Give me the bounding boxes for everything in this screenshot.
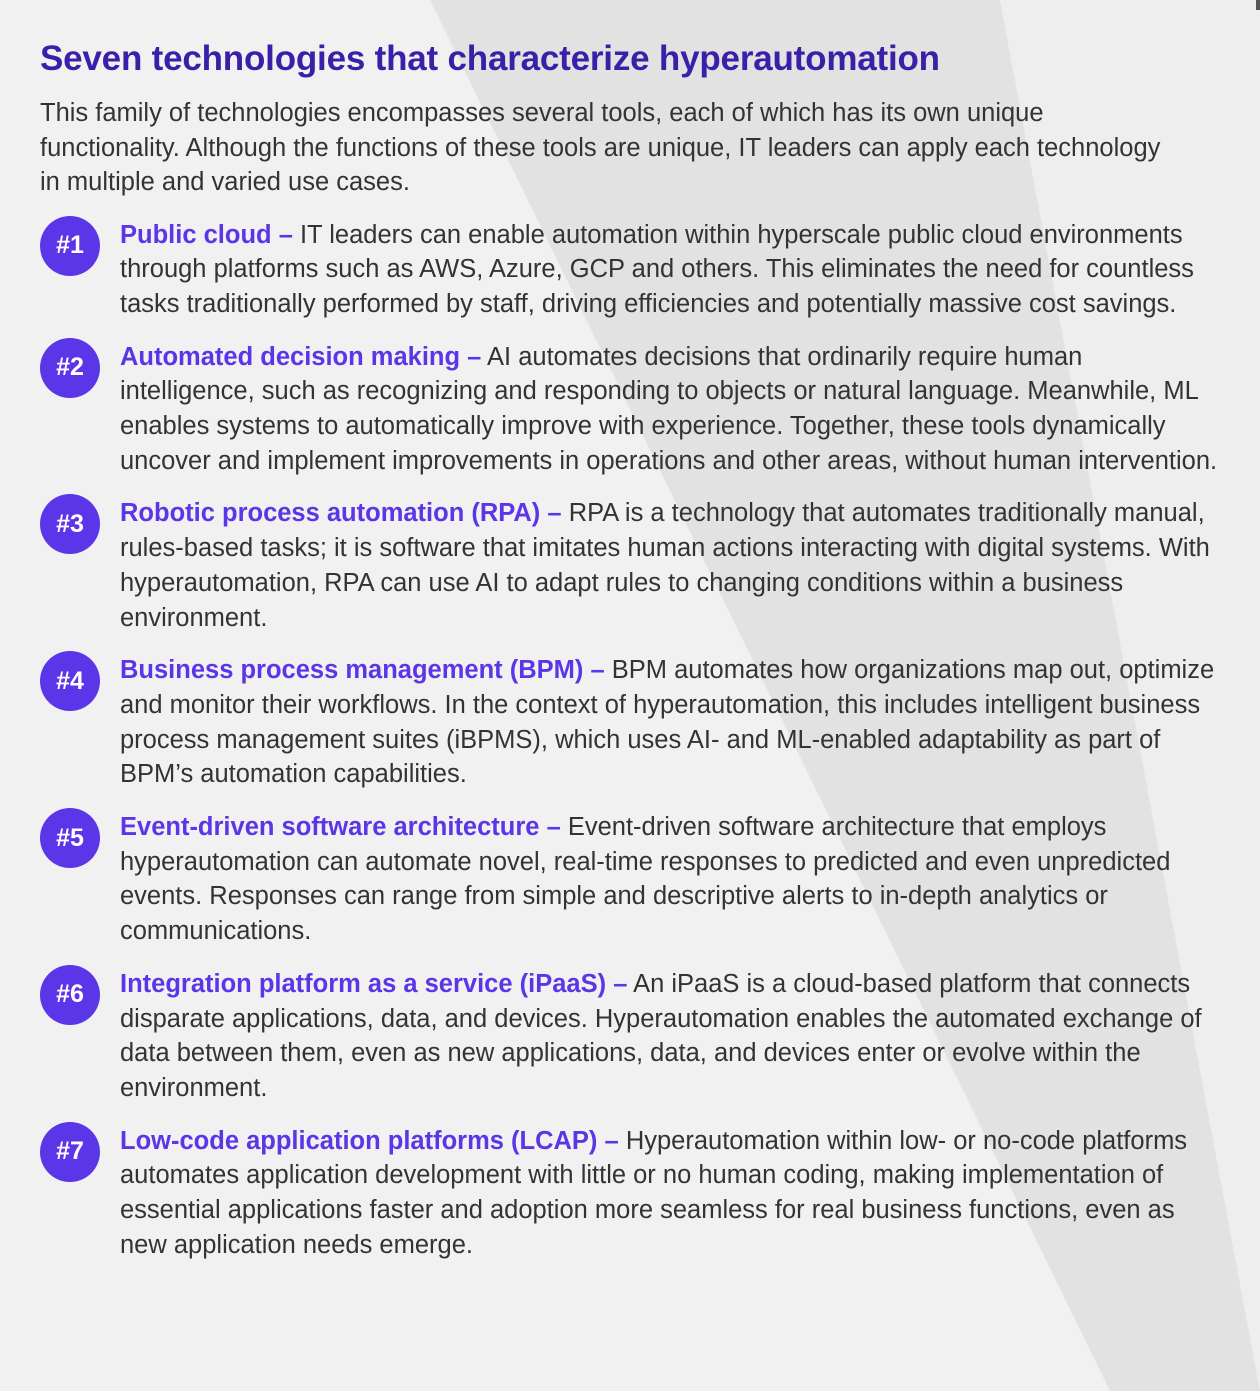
technology-item — [40, 218, 1220, 322]
intro-paragraph: This family of technologies encompasses several tools, each of which has its own unique functionality. Although the functions of these tools are unique, IT leaders can apply each technology in multiple and varied use cases. — [40, 99, 1161, 196]
item-text: RPA is a technology that automates traditionally manual, rules-based tasks; it is software that imitates human actions interacting with digital systems. With hyperautomation, RPA can use AI to adapt rules to changing conditions within a business environment. — [120, 499, 1210, 632]
item-title: Public cloud — [120, 220, 272, 249]
item-text: AI automates decisions that ordinarily require human intelligence, such as recognizing and responding to objects or natural language. Meanwhile, ML enables systems to automatically improve with experience. Together, these tools dynamically uncover and implement improvements in operations and other areas, without human intervention. — [120, 342, 1218, 475]
item-title: Automated decision making — [120, 342, 461, 371]
item-text: Hyperautomation within low- or no-code platforms automates application development with little or no human coding, making implementation of essential applications faster and adoption more seamless for real business functions, even as new application needs emerge. — [120, 1126, 1188, 1259]
item-title: Robotic process automation (RPA) — [120, 499, 541, 528]
item-text: BPM automates how organizations map out, optimize and monitor their workflows. In the context of hyperautomation, this includes intelligent business process management suites (iBPMS), which uses AI- and ML-enabled adaptability as part of BPM’s automation capabilities. — [120, 656, 1215, 789]
item-separator: – — [613, 969, 628, 998]
item-body — [120, 653, 1220, 792]
technology-item — [40, 810, 1220, 949]
number-badge: #1 — [40, 216, 100, 276]
technology-item — [40, 1124, 1220, 1263]
technology-list — [40, 218, 1220, 1263]
number-badge: #4 — [40, 651, 100, 711]
edge-marker — [1256, 0, 1260, 10]
item-separator: – — [278, 220, 293, 249]
page-title: Seven technologies that characterize hyperautomation — [40, 39, 940, 78]
item-body — [120, 1124, 1220, 1263]
number-badge: #3 — [40, 494, 100, 554]
item-title: Low-code application platforms (LCAP) — [120, 1126, 598, 1155]
technology-item — [40, 340, 1220, 479]
number-badge: #7 — [40, 1122, 100, 1182]
item-separator: – — [590, 656, 605, 685]
number-badge: #5 — [40, 808, 100, 868]
number-badge: #2 — [40, 338, 100, 398]
item-body — [120, 967, 1220, 1106]
item-body — [120, 218, 1220, 322]
item-title: Event-driven software architecture — [120, 813, 540, 842]
technology-item — [40, 967, 1220, 1106]
item-title: Integration platform as a service (iPaaS) — [120, 969, 607, 998]
item-text: Event-driven software architecture that employs hyperautomation can automate novel, real-time responses to predicted and even unpredicted events. Responses can range from simple and descriptive alerts to in-depth analytics or communications. — [120, 813, 1171, 946]
item-body — [120, 340, 1220, 479]
technology-item — [40, 496, 1220, 635]
item-text: An iPaaS is a cloud-based platform that connects disparate applications, data, and devices. Hyperautomation enables the automated exchange of data between them, even as new applications, data, and devices enter or evolve within the environment. — [120, 969, 1202, 1102]
item-separator: – — [547, 499, 562, 528]
item-separator: – — [546, 813, 561, 842]
item-text: IT leaders can enable automation within hyperscale public cloud environments through platforms such as AWS, Azure, GCP and others. This eliminates the need for countless tasks traditionally performed by staff, driving efficiencies and potentially massive cost savings. — [120, 220, 1194, 318]
item-body — [120, 810, 1220, 949]
item-separator: – — [467, 342, 482, 371]
item-body — [120, 496, 1220, 635]
technology-item — [40, 653, 1220, 792]
item-title: Business process management (BPM) — [120, 656, 584, 685]
number-badge: #6 — [40, 965, 100, 1025]
item-separator: – — [604, 1126, 619, 1155]
